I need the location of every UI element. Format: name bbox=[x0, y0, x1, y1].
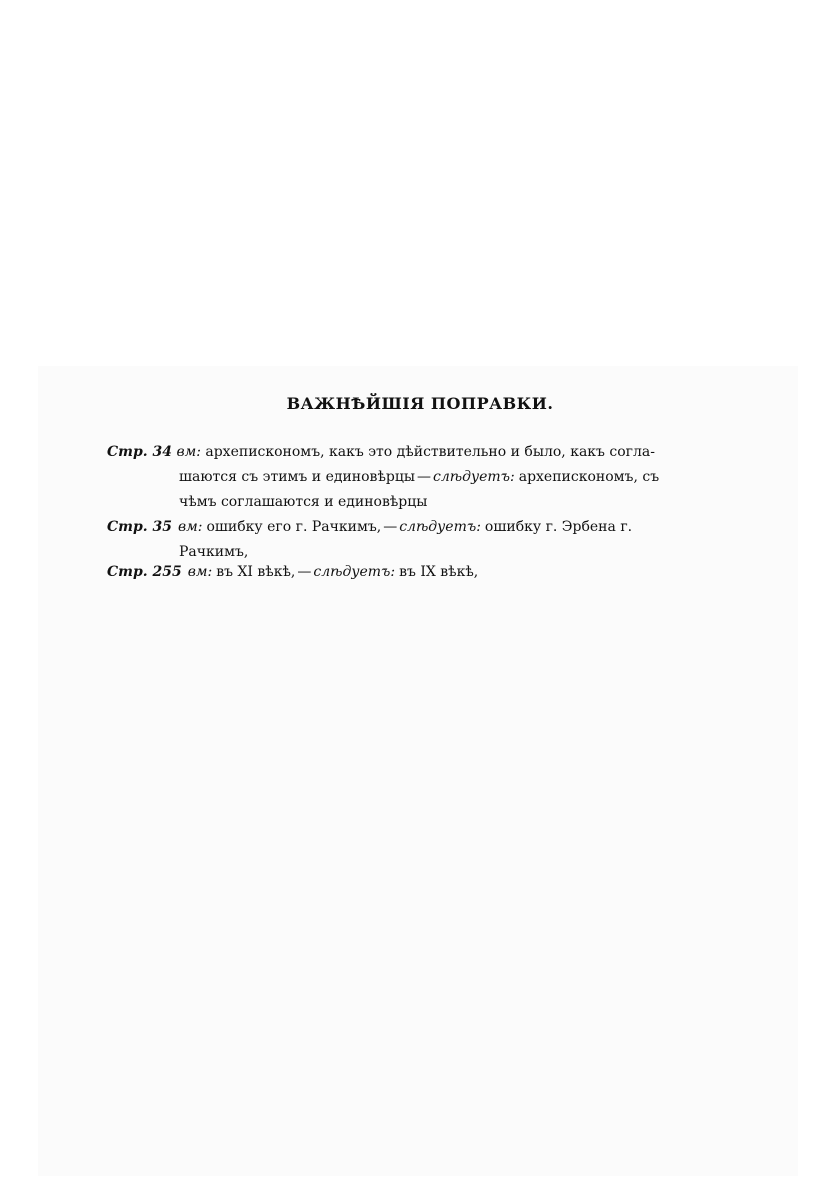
page-reference: Стр. 255 bbox=[107, 564, 182, 580]
correction-line bbox=[107, 465, 697, 490]
page-reference: Стр. 34 bbox=[107, 444, 172, 460]
should-label: слѣдуетъ: bbox=[313, 564, 396, 580]
correction-entry-3 bbox=[107, 560, 697, 585]
correction-line bbox=[107, 440, 697, 465]
page-title: ВАЖНѢЙШІЯ ПОПРАВКИ. bbox=[286, 394, 554, 413]
original-text: архепискономъ, какъ это дѣйствительно и было, какъ согла- bbox=[205, 444, 655, 460]
original-text: шаются съ этимъ и единовѣрцы bbox=[179, 469, 415, 485]
correction-line bbox=[107, 560, 697, 585]
instead-label: вм: bbox=[187, 564, 213, 580]
should-label: слѣдуетъ: bbox=[433, 469, 515, 485]
instead-label: вм: bbox=[176, 444, 201, 460]
dash: — bbox=[383, 519, 398, 535]
dash: — bbox=[417, 469, 431, 485]
dash: — bbox=[297, 564, 312, 580]
original-text: въ XI вѣкѣ, bbox=[216, 564, 296, 580]
corrected-text: ошибку г. Эрбена г. bbox=[484, 519, 633, 535]
page-reference: Стр. 35 bbox=[107, 519, 172, 535]
correction-line bbox=[107, 490, 697, 515]
correction-line bbox=[107, 515, 697, 540]
corrected-text: въ IX вѣкѣ, bbox=[399, 564, 479, 580]
correction-entry-2 bbox=[107, 515, 697, 565]
instead-label: вм: bbox=[177, 519, 203, 535]
original-text: ошибку его г. Рачкимъ, bbox=[206, 519, 382, 535]
correction-entry-1 bbox=[107, 440, 697, 515]
corrected-text: чѣмъ соглашаются и единовѣрцы bbox=[179, 494, 428, 510]
should-label: слѣдуетъ: bbox=[399, 519, 481, 535]
corrected-text: Рачкимъ, bbox=[179, 544, 249, 560]
corrected-text: архепискономъ, съ bbox=[518, 469, 660, 485]
